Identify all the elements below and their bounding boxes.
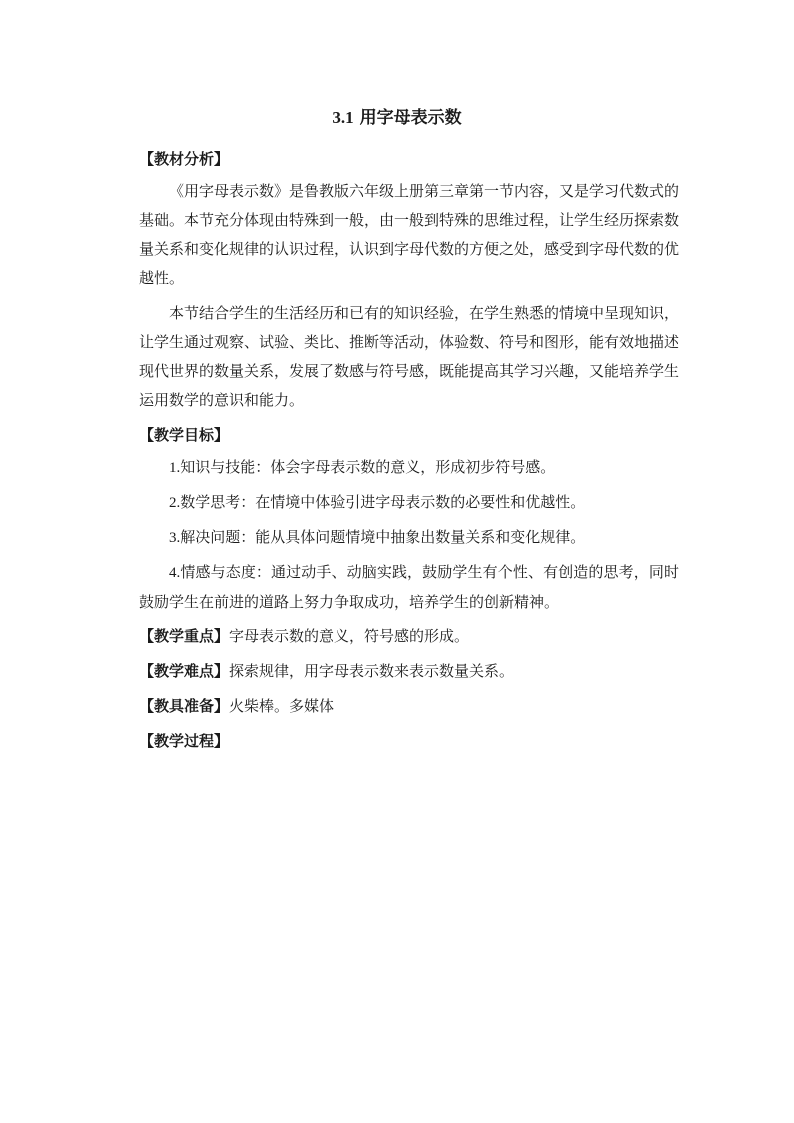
section-heading-goals: 【教学目标】: [139, 426, 230, 444]
difficulty-row: [139, 657, 679, 686]
analysis-paragraph-1: 《用字母表示数》是鲁教版六年级上册第三章第一节内容，又是学习代数式的基础。本节充分体现由特殊到一般，由一般到特殊的思维过程，让学生经历探索数量关系和变化规律的认识过程，认识到字母代数的方便之处，感受到字母代数的优越性。: [139, 182, 680, 287]
key-point-row: [139, 622, 679, 651]
goal-item-3: [139, 523, 679, 553]
section-heading-process: 【教学过程】: [139, 732, 230, 750]
title-number: 3.1: [332, 108, 354, 127]
document-title: [0, 106, 794, 130]
tools-text: 火柴棒。多媒体: [229, 697, 335, 715]
difficulty-label: 【教学难点】: [139, 662, 230, 680]
goal-text: 知识与技能：体会字母表示数的意义，形成初步符号感。: [180, 458, 556, 476]
key-point-text: 字母表示数的意义，符号感的形成。: [229, 627, 470, 645]
goal-text: 数学思考：在情境中体验引进字母表示数的必要性和优越性。: [180, 493, 586, 511]
document-body: [139, 145, 679, 759]
title-text: 用字母表示数: [359, 108, 462, 128]
tools-label: 【教具准备】: [139, 697, 230, 715]
section-heading-analysis: 【教材分析】: [139, 150, 230, 168]
goal-text: 情感与态度：通过动手、动脑实践，鼓励学生有个性、有创造的思考，同时鼓励学生在前进的道路上努力争取成功，培养学生的创新精神。: [139, 563, 679, 611]
tools-row: [139, 692, 679, 721]
goal-item-2: [139, 488, 679, 518]
goal-number: 2.: [169, 495, 181, 511]
goal-item-4: [139, 558, 679, 617]
goal-item-1: [139, 453, 679, 483]
goal-number: 1.: [169, 460, 181, 476]
goal-number: 4.: [169, 565, 181, 581]
difficulty-text: 探索规律，用字母表示数来表示数量关系。: [229, 662, 515, 680]
goal-number: 3.: [169, 530, 181, 546]
key-point-label: 【教学重点】: [139, 627, 230, 645]
goal-text: 解决问题：能从具体问题情境中抽象出数量关系和变化规律。: [180, 528, 586, 546]
analysis-paragraph-2: 本节结合学生的生活经历和已有的知识经验，在学生熟悉的情境中呈现知识，让学生通过观察、试验、类比、推断等活动，体验数、符号和图形，能有效地描述现代世界的数量关系，发展了数感与符号感，既能提高其学习兴趣，又能培养学生运用数学的意识和能力。: [139, 304, 680, 409]
